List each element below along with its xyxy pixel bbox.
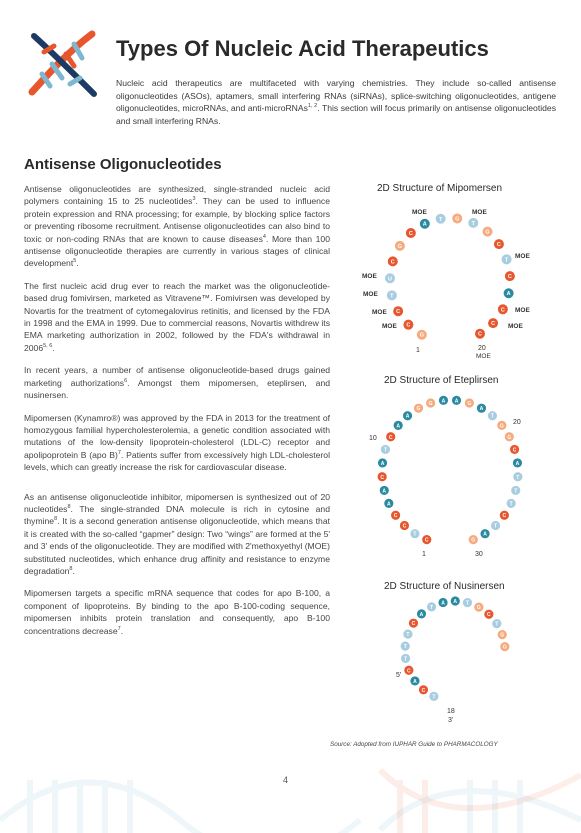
- position-label: 10: [369, 435, 377, 442]
- paragraph-marketing: In recent years, a number of antisense oligonucleotide-based drugs gained marketing authorizations$^6$. Amongst them mipomersen, eteplirsen, and nusinersen.: [24, 365, 331, 401]
- nucleotide-letter: T: [504, 257, 509, 264]
- nucleotide-letter: T: [403, 644, 407, 651]
- nucleotide-letter: C: [393, 513, 398, 520]
- sequence-start-label: 1: [422, 551, 426, 558]
- section-title: Antisense Oligonucleotides: [24, 156, 222, 173]
- nucleotide-letter: G: [500, 632, 505, 639]
- nucleotide-letter: T: [413, 531, 417, 538]
- nucleotide-letter: C: [388, 434, 393, 441]
- paragraph-mipomersen-structure: As an antisense oligonucleotide inhibitor, mipomersen is synthesized out of 20 nucleotides$^8$. The single-stranded DNA molecule is rich in cytosine and thymine$^8$. It is a second generation antisense oligonucleotide, which means that it is created with the so-called “gapmer” design: Two “wings” are formed at the 5' and 3' ends of the oligonucleotide. They are modified with 2'methoxyethyl (MOE) substituted nucleotides, which enhance drug affinity and resistance to enzyme degradation$^8$.: [24, 491, 330, 576]
- nucleotide-letter: T: [509, 501, 513, 508]
- sequence-end-label: 18: [447, 708, 455, 715]
- nucleotide-letter: A: [453, 599, 458, 606]
- nucleotide-letter: T: [383, 447, 387, 454]
- nucleotide-letter: A: [515, 460, 520, 467]
- moe-label: MOE: [372, 309, 387, 316]
- nucleotide-letter: C: [402, 523, 407, 530]
- nucleotide-letter: A: [441, 398, 446, 405]
- moe-label: MOE: [363, 291, 378, 298]
- paragraph-aso-intro: Antisense oligonucleotides are synthesized, single-stranded nucleic acid polymers containing 15 to 25 nucleotides$^3$. They can be used to influence protein expression and RNA processing; for example, by blocking splice factors or preventing ribosome recruitment. Antisense oligonucleotides can also bind to toxic or non-coding RNAs that are known to cause diseases$^4$. More than 100 antisense oligonucleotide therapies are currently in various stages of clinical development$^5$.: [24, 184, 331, 269]
- figure-source-caption: Source: Adopted from IUPHAR Guide to PHARMACOLOGY: [330, 741, 498, 748]
- page-number: 4: [283, 775, 289, 785]
- moe-label: MOE: [472, 209, 487, 216]
- paragraph-mipomersen-target: Mipomersen targets a specific mRNA sequence that codes for apo B-100, a component of lipoproteins. By binding to the apo B-100-coding sequence, mipomersen inhibits protein translation and consequently, apo B-100 concentrations decrease$^7$.: [24, 588, 330, 636]
- three-prime-label: 3': [448, 717, 454, 724]
- nucleotide-letter: C: [407, 668, 411, 675]
- moe-label: MOE: [508, 323, 523, 330]
- nucleotide-letter: A: [441, 600, 445, 607]
- nucleotide-letter: T: [494, 523, 498, 530]
- nucleotide-letter: A: [422, 221, 427, 228]
- nucleotide-letter: C: [424, 537, 429, 544]
- five-prime-label: 5': [396, 672, 402, 679]
- nucleotide-letter: A: [483, 531, 487, 538]
- nucleotide-letter: A: [479, 406, 484, 413]
- nucleotide-letter: T: [390, 293, 394, 300]
- nucleotide-letter: U: [388, 276, 393, 283]
- nucleotide-letter: A: [405, 413, 410, 420]
- mipomersen-structure-title: 2D Structure of Mipomersen: [377, 183, 503, 194]
- nucleotide-letter: G: [416, 406, 421, 413]
- nucleotide-letter: T: [404, 656, 408, 663]
- nucleotide-letter: A: [454, 398, 459, 405]
- nucleotide-letter: A: [506, 291, 511, 298]
- moe-label: MOE: [476, 353, 491, 360]
- mipomersen-structure-diagram: [350, 198, 550, 366]
- nucleotide-letter: A: [382, 488, 387, 495]
- nucleotide-letter: G: [507, 434, 512, 441]
- nucleotide-letter: G: [428, 400, 433, 407]
- decorative-helix-background: [0, 760, 581, 833]
- nucleotide-letter: A: [419, 611, 424, 618]
- nucleotide-letter: A: [380, 460, 385, 467]
- paragraph-mipomersen-approval: Mipomersen (Kynamro®) was approved by the FDA in 2013 for the treatment of homozygous familial hypercholesterolemia, a genetic condition associated with mutations of the low-density lipoprotein-cholesterol (LDL-C) receptor and apolipoprotein B (apo B)$^7$. Patients suffer from excessively high LDL-cholesterol levels, which can greatly increase the risk for cardiovascular disease.: [24, 412, 330, 473]
- nucleotide-letter: T: [516, 474, 520, 481]
- nucleotide-letter: C: [478, 331, 482, 338]
- nucleotide-letter: G: [502, 644, 507, 651]
- sequence-start-label: 1: [416, 347, 420, 354]
- nucleotide-letter: C: [421, 687, 426, 694]
- nucleotide-letter: T: [495, 621, 499, 628]
- nucleotide-letter: C: [507, 274, 512, 281]
- nucleotide-letter: G: [471, 537, 476, 544]
- moe-label: MOE: [382, 323, 397, 330]
- nucleotide-letter: T: [465, 600, 469, 607]
- nucleotide-letter: G: [419, 332, 424, 339]
- nucleotide-letter: C: [491, 321, 496, 328]
- nucleotide-letter: C: [390, 259, 395, 266]
- sequence-end-label: 20: [478, 345, 486, 352]
- eteplirsen-structure-diagram: [355, 390, 545, 565]
- nucleotide-letter: G: [476, 605, 481, 612]
- nucleotide-letter: C: [396, 309, 401, 316]
- nucleotide-letter: T: [406, 632, 410, 639]
- nucleotide-letter: C: [408, 231, 413, 238]
- eteplirsen-structure-title: 2D Structure of Eteplirsen: [384, 375, 499, 386]
- nucleotide-letter: C: [512, 447, 517, 454]
- nucleotide-letter: T: [514, 488, 518, 495]
- nucleotide-letter: T: [471, 220, 475, 227]
- nucleotide-letter: T: [430, 604, 434, 611]
- nucleotide-letter: A: [386, 501, 391, 508]
- nucleotide-letter: G: [499, 423, 504, 430]
- dna-helix-logo-icon: [20, 22, 106, 108]
- nucleotide-letter: T: [490, 413, 494, 420]
- nusinersen-structure-title: 2D Structure of Nusinersen: [384, 581, 505, 592]
- paragraph-fomivirsen: The first nucleic acid drug ever to reach the market was the oligonucleotide-based drug fomivirsen, marketed as Vitravene™. Fomivirsen was developed by Novartis for the treatment of cytomegalovirus retinitis, and licensed by the FDA in 1998 and the EMA in 1999. Due to commercial reasons, Novartis withdrew its EMA marketing authorization in 2002, followed by the FDA's withdrawal in 2006$^{5, 6}$.: [24, 280, 330, 353]
- nucleotide-letter: C: [406, 322, 411, 329]
- nucleotide-letter: G: [467, 400, 472, 407]
- nucleotide-letter: T: [438, 216, 443, 223]
- nucleotide-letter: T: [432, 694, 436, 701]
- nucleotide-letter: C: [380, 474, 384, 481]
- nucleotide-letter: C: [500, 307, 505, 314]
- position-label: 20: [513, 419, 521, 426]
- nucleotide-letter: G: [455, 216, 460, 223]
- moe-label: MOE: [362, 273, 377, 280]
- nucleotide-letter: A: [396, 423, 401, 430]
- moe-label: MOE: [515, 307, 530, 314]
- moe-label: MOE: [412, 209, 427, 216]
- intro-paragraph: Nucleic acid therapeutics are multifaceted with varying chemistries. They include so-called antisense oligonucleotides (ASOs), aptamers, small interfering RNAs (siRNAs), splice-switching oligonucleotides, antigene oligonucleotides, microRNAs, and anti-microRNAs$^{1, 2}$. This section will focus primarily on antisense oligonucleotides and small interfering RNAs.: [116, 78, 556, 126]
- nucleotide-letter: A: [413, 678, 417, 685]
- nucleotide-letter: C: [496, 242, 501, 249]
- body-text-column: [24, 183, 330, 647]
- nucleotide-letter: C: [487, 612, 491, 619]
- page-title: Types Of Nucleic Acid Therapeutics: [116, 36, 489, 61]
- nucleotide-letter: C: [502, 513, 507, 520]
- nucleotide-letter: G: [397, 243, 403, 250]
- nusinersen-structure-diagram: [385, 596, 535, 728]
- moe-label: MOE: [515, 253, 530, 260]
- sequence-end-label: 30: [475, 551, 483, 558]
- nucleotide-letter: C: [411, 621, 416, 628]
- nucleotide-letter: G: [485, 229, 490, 236]
